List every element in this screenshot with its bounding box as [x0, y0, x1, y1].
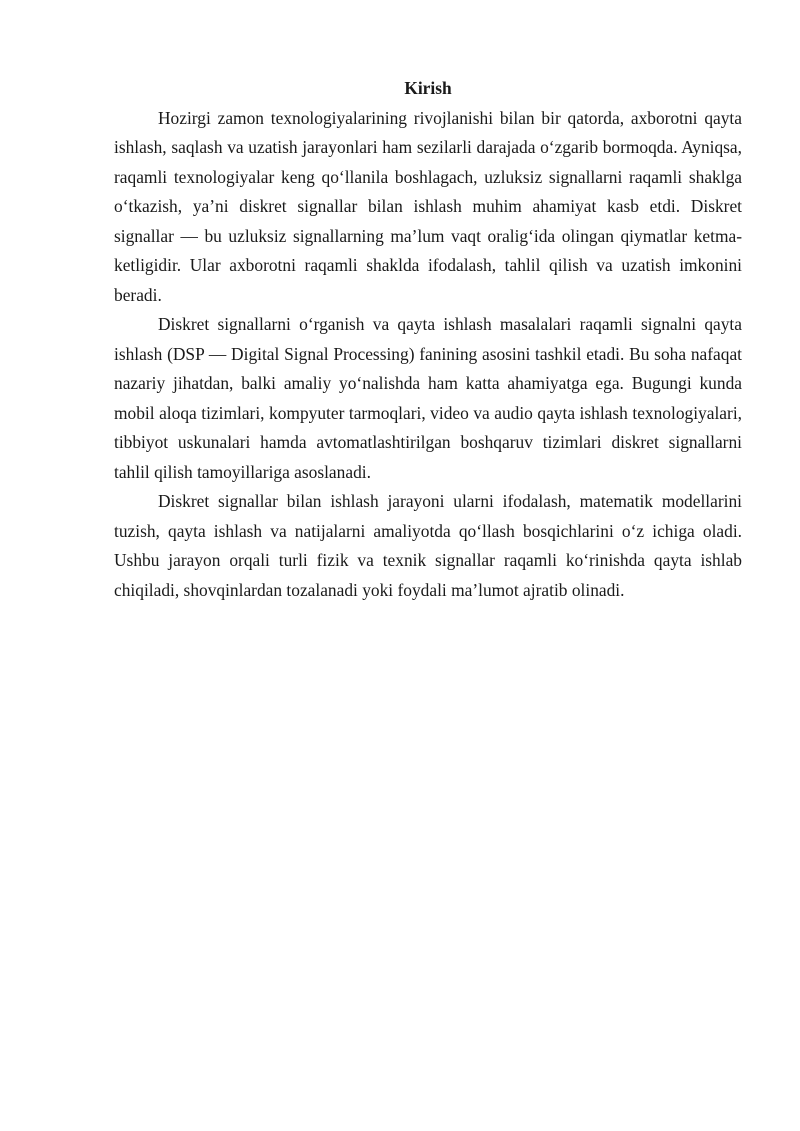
paragraph-1: Hozirgi zamon texnologiyalarining rivojlanishi bilan bir qatorda, axborotni qayta ishlash, saqlash va uzatish jarayonlari ham sezilarli darajada o‘zgarib bormoqda. Ayniqsa, raqamli texnologiyalar keng qo‘llanila boshlagach, uzluksiz signallarni raqamli shaklga o‘tkazish, ya’ni diskret signallar bilan ishlash muhim ahamiyat kasb etdi. Diskret signallar — bu uzluksiz signallarning ma’lum vaqt oralig‘ida olingan qiymatlar ketma-ketligidir. Ular axborotni raqamli shaklda ifodalash, tahlil qilish va uzatish imkonini beradi.: [114, 107, 742, 305]
document-body: [114, 74, 742, 605]
document-title: Kirish: [404, 78, 452, 98]
paragraph-3: Diskret signallar bilan ishlash jarayoni ularni ifodalash, matematik modellarini tuzish, qayta ishlash va natijalarni amaliyotda qo‘llash bosqichlarini o‘z ichiga oladi. Ushbu jarayon orqali turli fizik va texnik signallar raqamli ko‘rinishda qayta ishlab chiqiladi, shovqinlardan tozalanadi yoki foydali ma’lumot ajratib olinadi.: [114, 491, 742, 600]
paragraph-2: Diskret signallarni o‘rganish va qayta ishlash masalalari raqamli signalni qayta ishlash (DSP — Digital Signal Processing) fanining asosini tashkil etadi. Bu soha nafaqat nazariy jihatdan, balki amaliy yo‘nalishda ham katta ahamiyatga ega. Bugungi kunda mobil aloqa tizimlari, kompyuter tarmoqlari, video va audio qayta ishlash texnologiyalari, tibbiyot uskunalari hamda avtomatlashtirilgan boshqaruv tizimlari diskret signallarni tahlil qilish tamoyillariga asoslanadi.: [114, 314, 742, 482]
